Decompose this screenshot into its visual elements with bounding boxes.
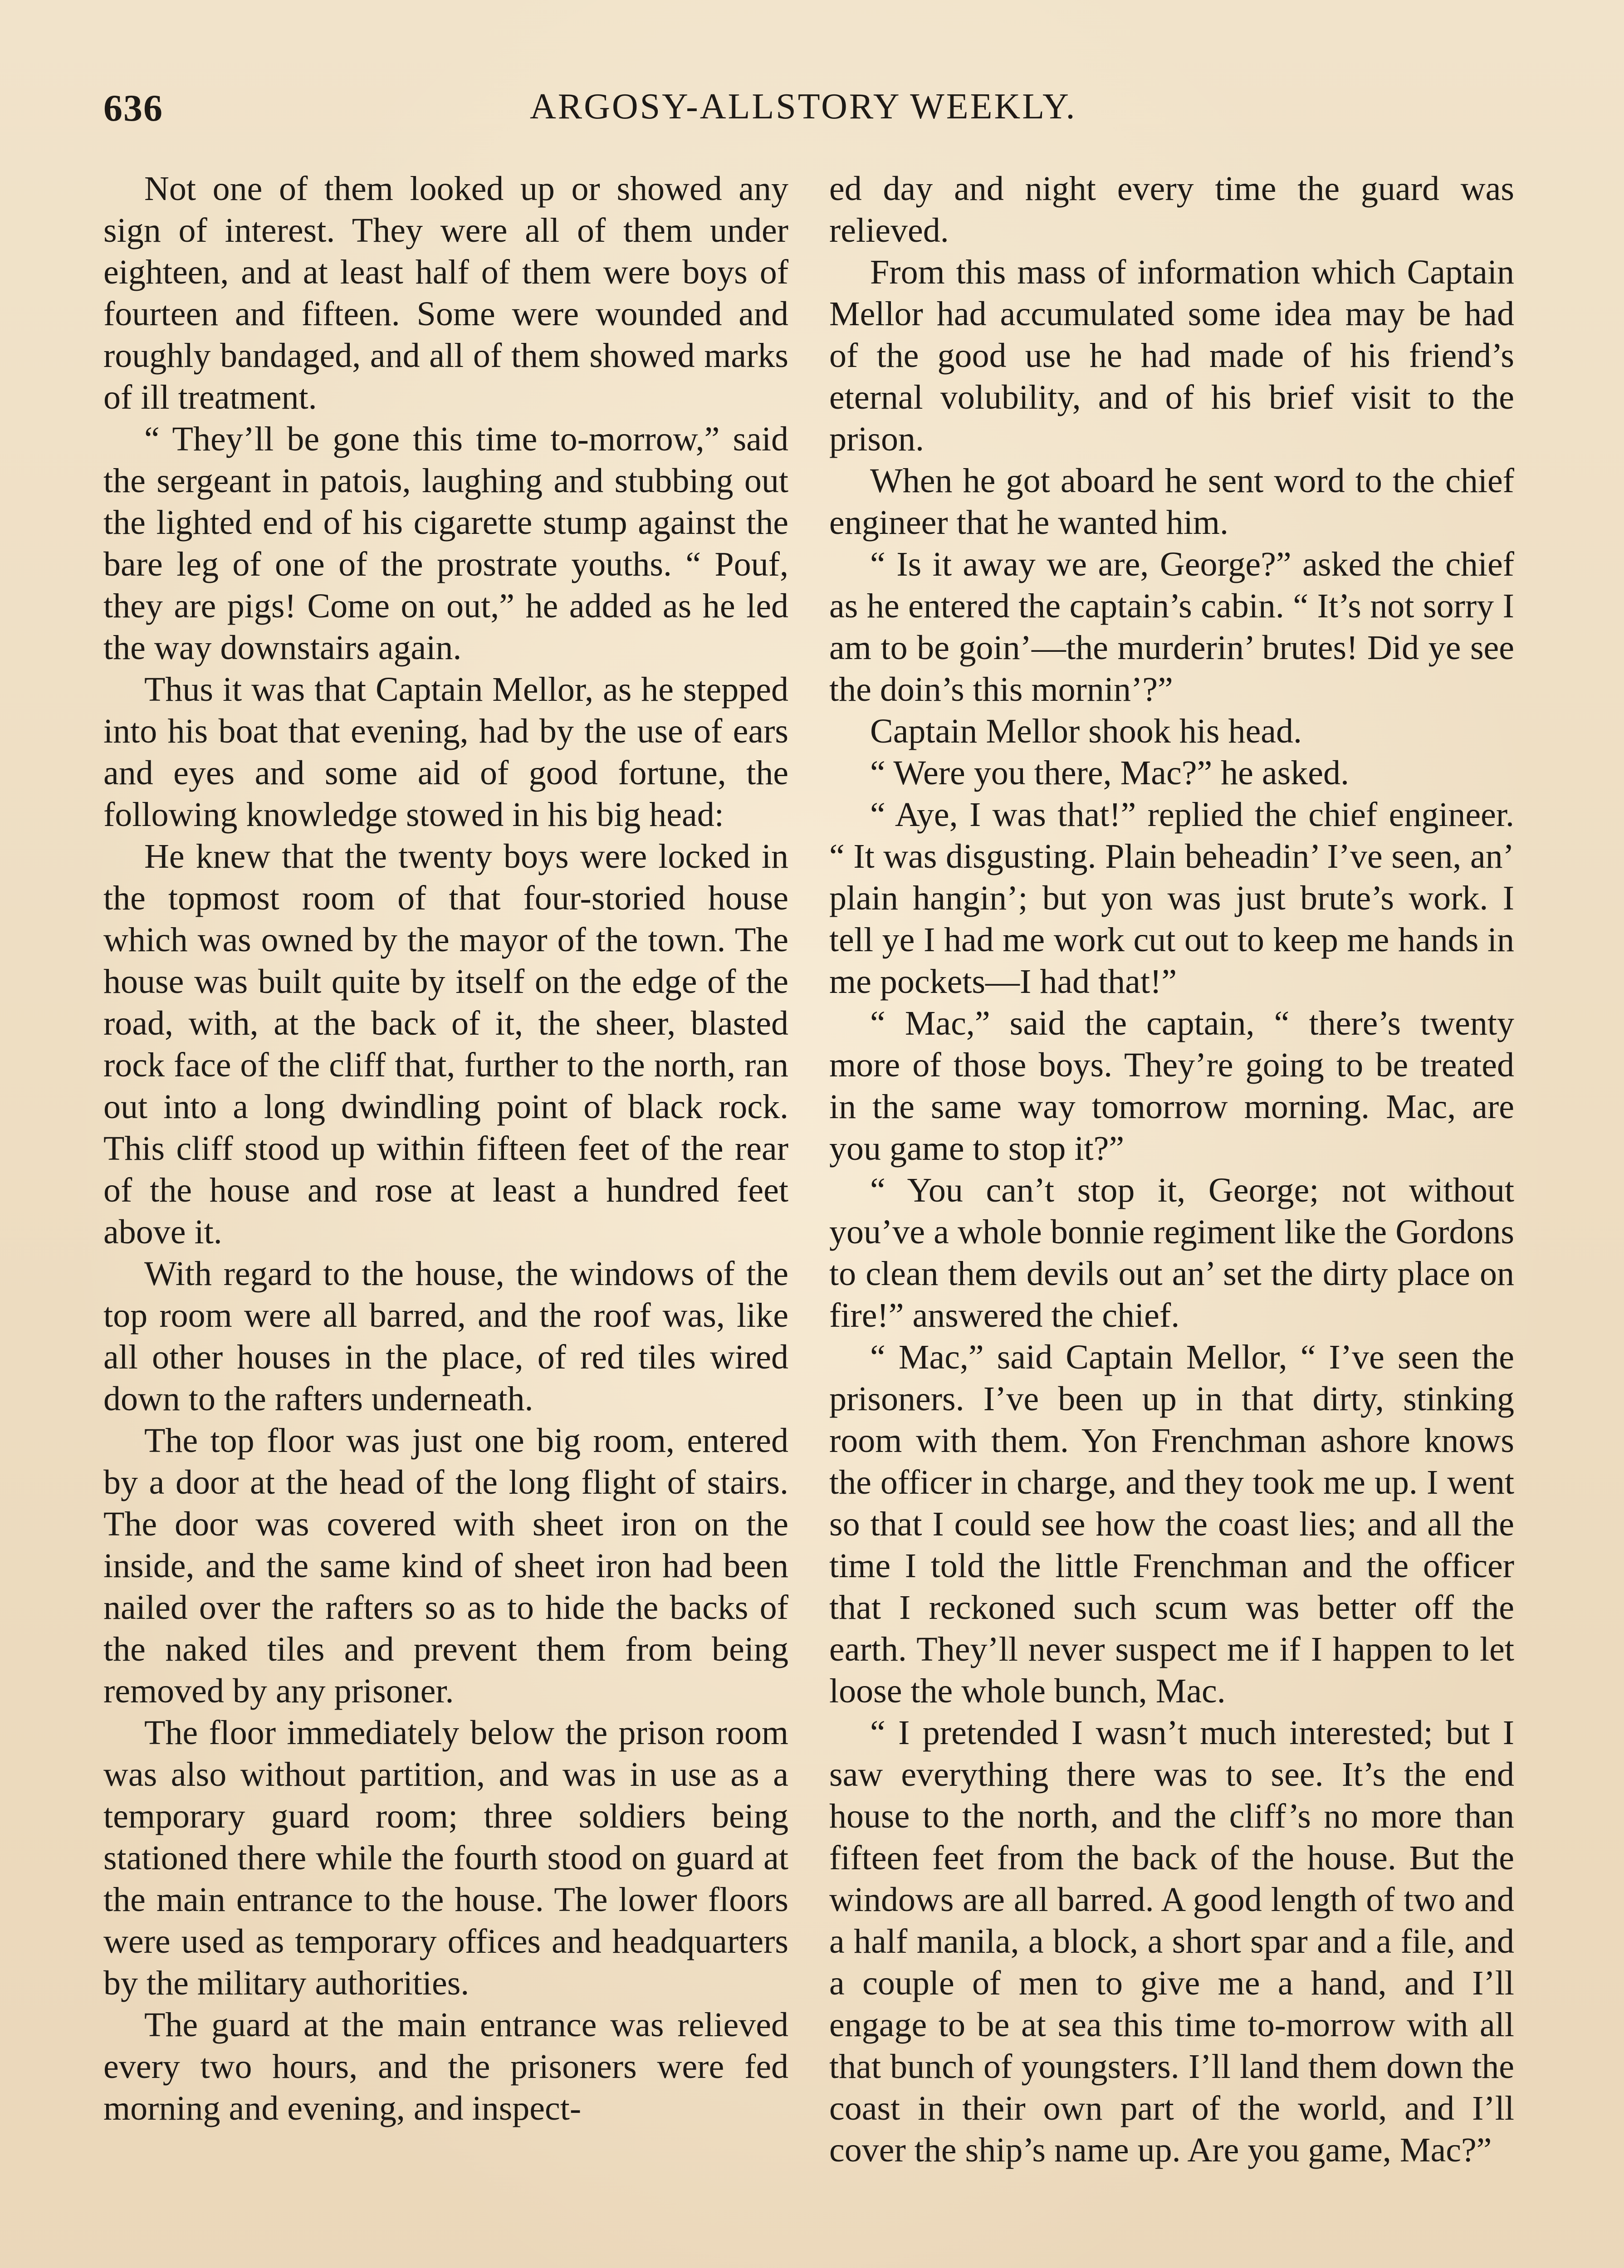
paragraph: “ They’ll be gone this time to-morrow,” said the sergeant in patois, laughing and stubbing out the lighted end of his cigarette stump against the bare leg of one of the prostrate youths. “ Pouf, they are pigs! Come on out,” he added as he led the way downstairs again. xyxy=(103,420,788,667)
page-header xyxy=(103,86,1514,136)
paragraph: “ Aye, I was that!” replied the chief engineer. “ It was disgusting. Plain beheadin’ I’ve seen, an’ plain hangin’; but yon was just brute’s work. I tell ye I had me work cut out to keep me hands in me pockets—I had that!” xyxy=(829,796,1514,1001)
paragraph: Captain Mellor shook his head. xyxy=(870,712,1302,750)
paragraph: When he got aboard he sent word to the chief engineer that he wanted him. xyxy=(829,462,1514,542)
paragraph: Not one of them looked up or showed any sign of interest. They were all of them under eighteen, and at least half of them were boys of fourteen and fifteen. Some were wounded and roughly bandaged, and all of them showed marks of ill treatment. xyxy=(103,170,788,416)
paragraph: The guard at the main entrance was relieved every two hours, and the prisoners were fed morning and evening, and inspect- xyxy=(103,2006,788,2127)
paragraph: From this mass of information which Captain Mellor had accumulated some idea may be had of the good use he had made of his friend’s eternal volubility, and of his brief visit to the prison. xyxy=(829,253,1514,458)
paragraph: “ I pretended I wasn’t much interested; but I saw everything there was to see. It’s the end house to the north, and the cliff’s no more than fifteen feet from the back of the house. But the windows are all barred. A good length of two and a half manila, a block, a short spar and a file, and a couple of men to give me a hand, and I’ll engage to be at sea this time to-morrow with all that bunch of youngsters. I’ll land them down the coast in their own part of the world, and I’ll cover the ship’s name up. Are you game, Mac?” xyxy=(829,1714,1514,2169)
paragraph: “ Is it away we are, George?” asked the chief as he entered the captain’s cabin. “ It’s not sorry I am to be goin’—the murderin’ brutes! Did ye see the doin’s this mornin’?” xyxy=(829,545,1514,709)
paragraph: “ Mac,” said Captain Mellor, “ I’ve seen the prisoners. I’ve been up in that dirty, stinking room with them. Yon Frenchman ashore knows the officer in charge, and they took me up. I went so that I could see how the coast lies; and all the time I told the little Frenchman and the officer that I reckoned such scum was better off the earth. They’ll never suspect me if I happen to let loose the whole bunch, Mac. xyxy=(829,1338,1514,1710)
paragraph: The top floor was just one big room, entered by a door at the head of the long flight of stairs. The door was covered with sheet iron on the inside, and the same kind of sheet iron had been nailed over the rafters so as to hide the backs of the naked tiles and prevent them from being removed by any prisoner. xyxy=(103,1422,788,1710)
paragraph: “ Were you there, Mac?” he asked. xyxy=(870,754,1349,792)
paragraph: “ You can’t stop it, George; not without you’ve a whole bonnie regiment like the Gordons to clean them devils out an’ set the dirty place on fire!” answered the chief. xyxy=(829,1171,1514,1334)
page-number: 636 xyxy=(103,87,163,129)
paragraph: Thus it was that Captain Mellor, as he stepped into his boat that evening, had by the use of ears and eyes and some aid of good fortune, the following knowledge stowed in his big head: xyxy=(103,670,788,834)
paragraph: He knew that the twenty boys were locked in the topmost room of that four-storied house which was owned by the mayor of the town. The house was built quite by itself on the edge of the road, with, at the back of it, the sheer, blasted rock face of the cliff that, further to the north, ran out into a long dwindling point of black rock. This cliff stood up within fifteen feet of the rear of the house and rose at least a hundred feet above it. xyxy=(103,837,788,1251)
left-column xyxy=(103,168,788,2268)
right-column xyxy=(829,168,1514,2268)
paragraph: The floor immediately below the prison room was also without partition, and was in use as a temporary guard room; three soldiers being stationed there while the fourth stood on guard at the main entrance to the house. The lower floors were used as temporary offices and headquarters by the military authorities. xyxy=(103,1714,788,2002)
paragraph: With regard to the house, the windows of the top room were all barred, and the roof was, like all other houses in the place, of red tiles wired down to the rafters underneath. xyxy=(103,1255,788,1418)
continued-paragraph: ed day and night every time the guard was relieved. xyxy=(829,170,1514,249)
paragraph: “ Mac,” said the captain, “ there’s twenty more of those boys. They’re going to be treated in the same way tomorrow morning. Mac, are you game to stop it?” xyxy=(829,1004,1514,1168)
running-head: ARGOSY-ALLSTORY WEEKLY. xyxy=(530,87,1077,127)
